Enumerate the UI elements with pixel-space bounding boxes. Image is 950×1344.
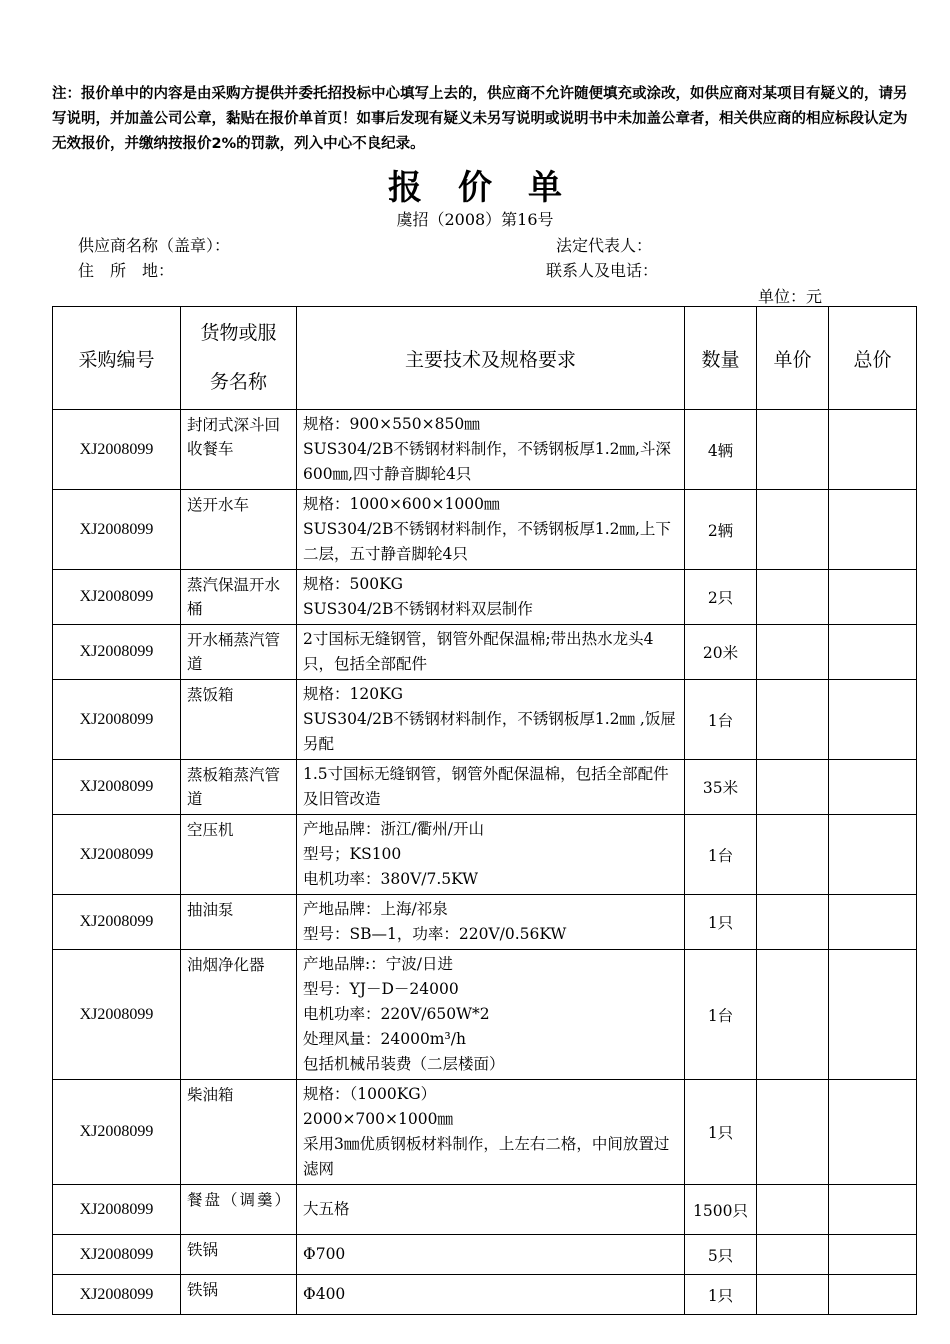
purchase-code: XJ2008099 (53, 570, 181, 625)
table-row (53, 895, 917, 950)
header-code: 采购编号 (53, 307, 181, 410)
total-price-cell[interactable] (829, 950, 917, 1080)
item-name: 送开水车 (181, 490, 297, 570)
purchase-code: XJ2008099 (53, 950, 181, 1080)
spec-line: SUS304/2B不锈钢材料双层制作 (303, 600, 533, 618)
header-name-line1: 货物或服 (200, 322, 277, 344)
item-quantity: 4辆 (685, 410, 757, 490)
item-name: 柴油箱 (181, 1080, 297, 1185)
item-name: 开水桶蒸汽管道 (181, 625, 297, 680)
table-row (53, 1185, 917, 1235)
spec-line: Φ700 (303, 1245, 346, 1263)
total-price-cell[interactable] (829, 490, 917, 570)
unit-price-cell[interactable] (757, 760, 829, 815)
item-quantity: 1台 (685, 815, 757, 895)
item-name: 抽油泵 (181, 895, 297, 950)
item-spec (297, 570, 685, 625)
table-row (53, 760, 917, 815)
spec-line: 产地品牌：上海/祁泉 (303, 900, 448, 918)
table-row (53, 680, 917, 760)
spec-line: 电机功率：380V/7.5KW (303, 870, 479, 888)
total-price-cell[interactable] (829, 410, 917, 490)
quotation-table (52, 306, 917, 1315)
table-row (53, 1275, 917, 1315)
item-name: 蒸板箱蒸汽管道 (181, 760, 297, 815)
total-price-cell[interactable] (829, 570, 917, 625)
header-qty: 数量 (685, 307, 757, 410)
total-price-cell[interactable] (829, 895, 917, 950)
item-spec (297, 895, 685, 950)
purchase-code: XJ2008099 (53, 1185, 181, 1235)
item-quantity: 5只 (685, 1235, 757, 1275)
header-name (181, 307, 297, 410)
item-quantity: 1台 (685, 950, 757, 1080)
spec-line: 1.5寸国标无缝钢管，钢管外配保温棉，包括全部配件及旧管改造 (303, 765, 669, 808)
address-label: 住 所 地： (78, 261, 175, 280)
item-name: 铁锅 (181, 1275, 297, 1315)
item-spec (297, 490, 685, 570)
purchase-code: XJ2008099 (53, 410, 181, 490)
table-row (53, 1080, 917, 1185)
purchase-code: XJ2008099 (53, 1275, 181, 1315)
purchase-code: XJ2008099 (53, 815, 181, 895)
item-quantity: 1只 (685, 1080, 757, 1185)
header-name-line2: 务名称 (209, 371, 267, 393)
spec-line: SUS304/2B不锈钢材料制作，不锈钢板厚1.2㎜,斗深600㎜,四寸静音脚轮4只 (303, 440, 671, 483)
spec-line: 规格：500KG (303, 575, 404, 593)
spec-line: 电机功率：220V/650W*2 (303, 1005, 490, 1023)
unit-price-cell[interactable] (757, 1235, 829, 1275)
spec-line: 产地品牌：浙江/衢州/开山 (303, 820, 484, 838)
item-spec (297, 950, 685, 1080)
item-quantity: 35米 (685, 760, 757, 815)
item-name: 油烟净化器 (181, 950, 297, 1080)
spec-line: 规格：1000×600×1000㎜ (303, 495, 500, 513)
unit-price-cell[interactable] (757, 950, 829, 1080)
unit-price-cell[interactable] (757, 410, 829, 490)
item-spec (297, 1235, 685, 1275)
table-row (53, 1235, 917, 1275)
purchase-code: XJ2008099 (53, 1080, 181, 1185)
item-quantity: 1台 (685, 680, 757, 760)
table-header-row (53, 307, 917, 410)
item-quantity: 1只 (685, 895, 757, 950)
spec-line: Φ400 (303, 1285, 346, 1303)
total-price-cell[interactable] (829, 1275, 917, 1315)
item-quantity: 20米 (685, 625, 757, 680)
purchase-code: XJ2008099 (53, 625, 181, 680)
spec-line: 型号：SB—1，功率：220V/0.56KW (303, 925, 567, 943)
purchase-code: XJ2008099 (53, 1235, 181, 1275)
item-spec (297, 680, 685, 760)
unit-price-cell[interactable] (757, 815, 829, 895)
item-quantity: 1只 (685, 1275, 757, 1315)
item-name: 蒸饭箱 (181, 680, 297, 760)
item-spec (297, 410, 685, 490)
item-spec (297, 625, 685, 680)
item-spec (297, 1080, 685, 1185)
purchase-code: XJ2008099 (53, 895, 181, 950)
spec-line: 规格：120KG (303, 685, 404, 703)
total-price-cell[interactable] (829, 760, 917, 815)
total-price-cell[interactable] (829, 625, 917, 680)
spec-line: SUS304/2B不锈钢材料制作，不锈钢板厚1.2㎜,上下二层，五寸静音脚轮4只 (303, 520, 671, 563)
table-row (53, 570, 917, 625)
total-price-cell[interactable] (829, 1080, 917, 1185)
item-quantity: 2辆 (685, 490, 757, 570)
table-row (53, 625, 917, 680)
item-name: 蒸汽保温开水桶 (181, 570, 297, 625)
purchase-code: XJ2008099 (53, 490, 181, 570)
item-name: 封闭式深斗回收餐车 (181, 410, 297, 490)
item-spec (297, 1275, 685, 1315)
table-row (53, 815, 917, 895)
total-price-cell[interactable] (829, 1235, 917, 1275)
header-spec: 主要技术及规格要求 (297, 307, 685, 410)
table-body (53, 410, 917, 1315)
item-spec (297, 815, 685, 895)
page-title: 报价单 (388, 168, 598, 208)
spec-line: 规格：（1000KG） (303, 1085, 437, 1103)
purchase-code: XJ2008099 (53, 760, 181, 815)
unit-label: 单位：元 (758, 287, 823, 306)
document-number: 虞招（2008）第16号 (396, 210, 554, 229)
legal-rep-label: 法定代表人： (556, 236, 653, 255)
item-name: 空压机 (181, 815, 297, 895)
unit-price-cell[interactable] (757, 570, 829, 625)
item-name: 铁锅 (181, 1235, 297, 1275)
item-name: 餐盘（调羹） (181, 1185, 297, 1235)
total-price-cell[interactable] (829, 815, 917, 895)
spec-line: 大五格 (303, 1200, 350, 1218)
unit-price-cell[interactable] (757, 895, 829, 950)
item-quantity: 2只 (685, 570, 757, 625)
spec-line: 2寸国标无缝钢管，钢管外配保温棉;带出热水龙头4只，包括全部配件 (303, 630, 654, 673)
spec-line: 型号：YJ－D－24000 (303, 980, 459, 998)
item-quantity: 1500只 (685, 1185, 757, 1235)
header-unit-price: 单价 (757, 307, 829, 410)
contact-label: 联系人及电话： (546, 261, 659, 280)
unit-price-cell[interactable] (757, 1080, 829, 1185)
total-price-cell[interactable] (829, 1185, 917, 1235)
purchase-code: XJ2008099 (53, 680, 181, 760)
table-row (53, 490, 917, 570)
table-row (53, 410, 917, 490)
notice-text: 注：报价单中的内容是由采购方提供并委托招投标中心填写上去的，供应商不允许随便填充或涂改，如供应商对某项目有疑义的，请另写说明，并加盖公司公章，黏贴在报价单首页！如事后发现有疑义未另写说明或说明书中未加盖公章者，相关供应商的相应标段认定为无效报价，并缴纳按报价2%的罚款，列入中心不良纪录。 (52, 86, 908, 152)
item-spec (297, 1185, 685, 1235)
unit-price-cell[interactable] (757, 625, 829, 680)
spec-line: 处理风量：24000m³/h (303, 1030, 466, 1048)
total-price-cell[interactable] (829, 680, 917, 760)
spec-line: 规格：900×550×850㎜ (303, 415, 480, 433)
item-spec (297, 760, 685, 815)
spec-line: 采用3㎜优质钢板材料制作，上左右二格，中间放置过滤网 (303, 1135, 670, 1178)
header-total: 总价 (829, 307, 917, 410)
spec-line: 2000×700×1000㎜ (303, 1110, 453, 1128)
unit-price-cell[interactable] (757, 680, 829, 760)
unit-price-cell[interactable] (757, 490, 829, 570)
spec-line: SUS304/2B不锈钢材料制作，不锈钢板厚1.2㎜ ,饭屉另配 (303, 710, 676, 753)
unit-price-cell[interactable] (757, 1185, 829, 1235)
spec-line: 型号；KS100 (303, 845, 402, 863)
spec-line: 包括机械吊装费（二层楼面） (303, 1055, 505, 1073)
spec-line: 产地品牌:：宁波/日进 (303, 955, 453, 973)
unit-price-cell[interactable] (757, 1275, 829, 1315)
table-row (53, 950, 917, 1080)
supplier-label: 供应商名称（盖章）： (78, 236, 231, 255)
